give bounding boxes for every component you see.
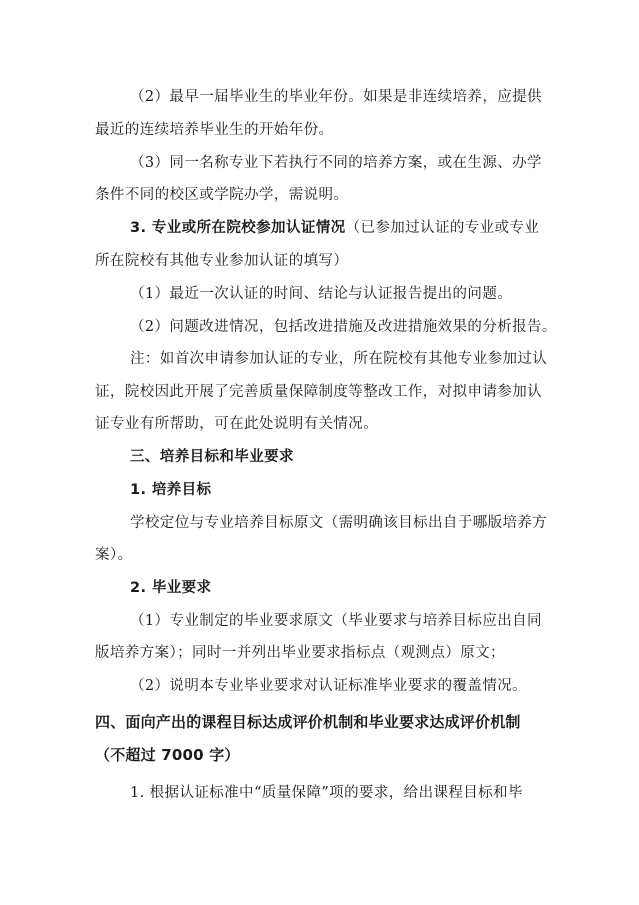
text-line: （3）同一名称专业下若执行不同的培养方案，或在生源、办学 (130, 155, 542, 171)
text-line: （2）说明本专业毕业要求对认证标准毕业要求的覆盖情况。 (130, 678, 528, 694)
text-line: 证专业有所帮助，可在此处说明有关情况。 (95, 416, 379, 432)
text-line: 证，院校因此开展了完善质量保障制度等整改工作，对拟申请参加认 (95, 384, 542, 400)
subsection-heading: 1. 培养目标 (130, 482, 212, 498)
section-heading: 四、面向产出的课程目标达成评价机制和毕业要求达成评价机制 (95, 713, 521, 731)
text-line: 版培养方案）；同时一并列出毕业要求指标点（观测点）原文； (95, 645, 505, 661)
text-line: 条件不同的校区或学院办学，需说明。 (95, 187, 349, 203)
section-heading: 三、培养目标和毕业要求 (130, 449, 294, 465)
heading-note: （已参加过认证的专业或专业 (345, 220, 540, 236)
text-line: 1. 根据认证标准中“质量保障”项的要求，给出课程目标和毕 (130, 785, 523, 801)
text-line: （2）问题改进情况，包括改进措施及改进措施效果的分析报告。 (130, 319, 557, 335)
text-line: 案）。 (95, 547, 133, 563)
text-line: （1）专业制定的毕业要求原文（毕业要求与培养目标应出自同 (130, 613, 542, 629)
text-line: 所在院校有其他专业参加认证的填写） (95, 253, 349, 269)
section-heading-note: （不超过 7000 字） (95, 746, 240, 764)
subsection-heading: 2. 毕业要求 (130, 580, 212, 596)
text-line: 学校定位与专业培养目标原文（需明确该目标出自于哪版培养方 (130, 515, 548, 531)
text-line: （1）最近一次认证的时间、结论与认证报告提出的问题。 (130, 286, 513, 302)
subsection-heading-line (130, 218, 539, 238)
subsection-heading: 3. 专业或所在院校参加认证情况 (130, 220, 346, 236)
text-line: 注：如首次申请参加认证的专业，所在院校有其他专业参加过认 (130, 351, 548, 367)
text-line: （2）最早一届毕业生的毕业年份。如果是非连续培养，应提供 (130, 89, 542, 105)
text-line: 最近的连续培养毕业生的开始年份。 (95, 122, 334, 138)
